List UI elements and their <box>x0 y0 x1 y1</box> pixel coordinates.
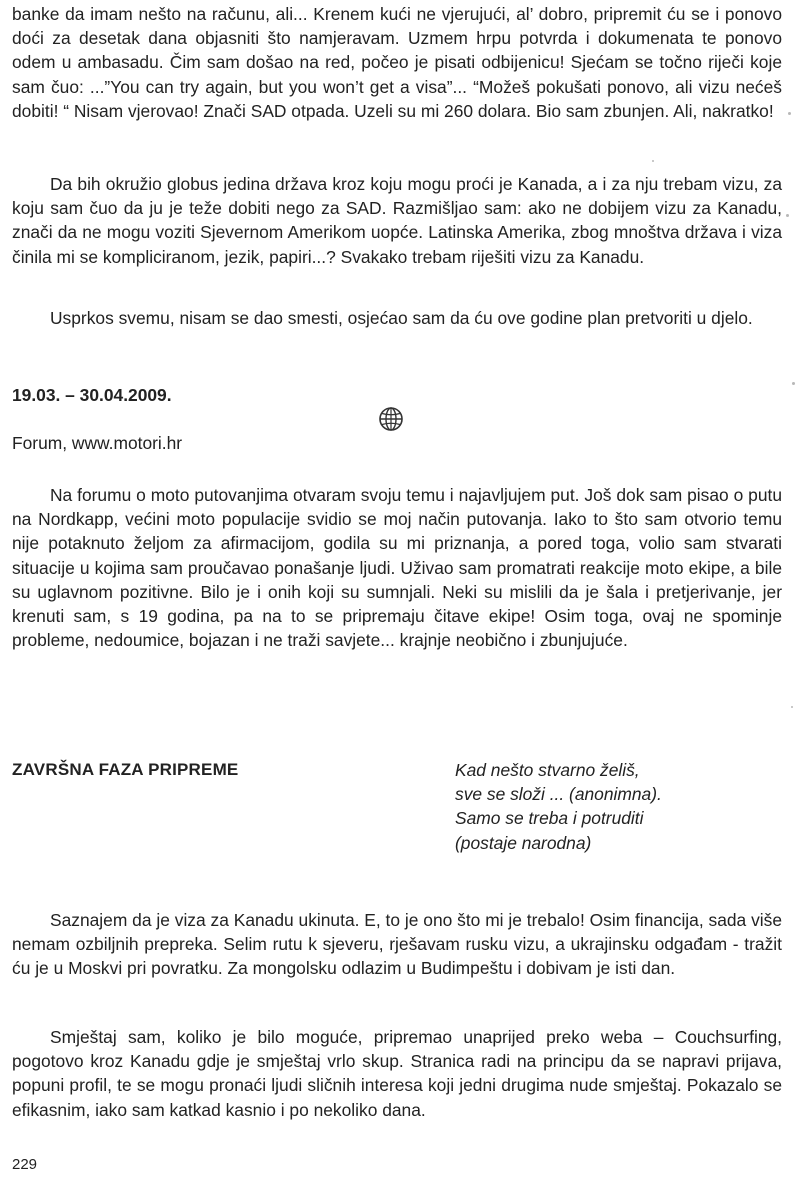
epigraph-line: (postaje narodna) <box>455 832 592 853</box>
scan-speck <box>792 382 795 385</box>
scan-speck <box>786 214 789 217</box>
forum-line-block <box>12 431 782 455</box>
date-heading-block <box>12 383 782 407</box>
paragraph-text: Na forumu o moto putovanjima otvaram svoju temu i najavljujem put. Još dok sam pisao o putu na Nordkapp, većini moto populacije svidio se moj način putovanja. Iako to što sam otvorio temu nije potaknuto željom za afirmacijom, godila su mi priznanja, a pored toga, volio sam stvarati situacije u kojima sam proučavao ponašanje ljudi. Uživao sam promatrati reakcije moto ekipe, a bile su uglavnom pozitivne. Bilo je i onih koji su sumnjali. Neki su mislili da je šala i pretjerivanje, jer krenuti sam, s 19 godina, pa na to se pripremaju čitave ekipe! Osim toga, ovaj ne spominje probleme, nedoumice, bojazan i ne traži savjete... krajnje neobično i zbunjujuće. <box>12 485 782 651</box>
paragraph-forum <box>12 483 782 652</box>
scan-speck <box>652 160 654 162</box>
paragraph-text: Usprkos svemu, nisam se dao smesti, osjećao sam da ću ove godine plan pretvoriti u djelo. <box>50 308 753 328</box>
paragraph-text: Saznajem da je viza za Kanadu ukinuta. E, to je ono što mi je trebalo! Osim financija, sada više nemam ozbiljnih prepreka. Selim rutu k sjeveru, rješavam rusku vizu, a ukrajinsku odgađam - tražit ću je u Moskvi pri povratku. Za mongolsku odlazim u Budimpeštu i dobivam je isti dan. <box>12 910 782 979</box>
epigraph <box>455 758 785 855</box>
paragraph-text: Smještaj sam, koliko je bilo moguće, pripremao unaprijed preko weba – Couchsurfing, pogotovo kroz Kanadu gdje je smještaj vrlo skup. Stranica radi na principu da se napravi prijava, popuni profil, te se mogu pronaći ljudi sličnih interesa koji jedni drugima nude smještaj. Pokazalo se efikasnim, iako sam katkad kasnio i po nekoliko dana. <box>12 1027 782 1120</box>
paragraph-accommodation <box>12 1025 782 1122</box>
epigraph-line: Samo se treba i potruditi <box>455 808 644 829</box>
paragraph-determination <box>12 306 782 330</box>
paragraph-text: banke da imam nešto na računu, ali... Krenem kući ne vjerujući, al’ dobro, pripremit ću se i ponovo doći za desetak dana objasniti što namjeravam. Uzmem hrpu potvrda i dokumenata te ponovo odem u ambasadu. Čim sam došao na red, počeo je pisati odbijenicu! Sjećam se točno riječi koje sam čuo: ...”You can try again, but you won’t get a visa”... “Možeš pokušati ponovo, ali vizu nećeš dobiti! “ Nisam vjerovao! Znači SAD otpada. Uzeli su mi 260 dolara. Bio sam zbunjen. Ali, nakratko! <box>12 4 782 121</box>
section-heading-block <box>12 758 342 782</box>
paragraph-text: Da bih okružio globus jedina država kroz koju mogu proći je Kanada, a i za nju trebam vizu, za koju sam čuo da ju je teže dobiti nego za SAD. Razmišljao sam: ako ne dobijem vizu za Kanadu, znači da ne mogu voziti Sjevernom Amerikom uopće. Latinska Amerika, zbog mnoštva država i viza činila mi se kompliciranom, jezik, papiri...? Svakako trebam riješiti vizu za Kanadu. <box>12 174 782 267</box>
paragraph-visa-refusal <box>12 2 782 123</box>
epigraph-line: Kad nešto stvarno želiš, <box>455 760 640 780</box>
scan-speck <box>791 706 793 708</box>
globe-icon <box>377 405 405 433</box>
forum-line: Forum, www.motori.hr <box>12 433 183 453</box>
book-page <box>12 0 786 1178</box>
paragraph-visa-abolished <box>12 908 782 981</box>
section-heading: ZAVRŠNA FAZA PRIPREME <box>12 760 239 779</box>
paragraph-canada <box>12 172 782 269</box>
date-heading: 19.03. – 30.04.2009. <box>12 385 172 405</box>
epigraph-line: sve se složi ... (anonimna). <box>455 784 662 805</box>
page-number: 229 <box>12 1156 38 1173</box>
scan-speck <box>788 112 791 115</box>
